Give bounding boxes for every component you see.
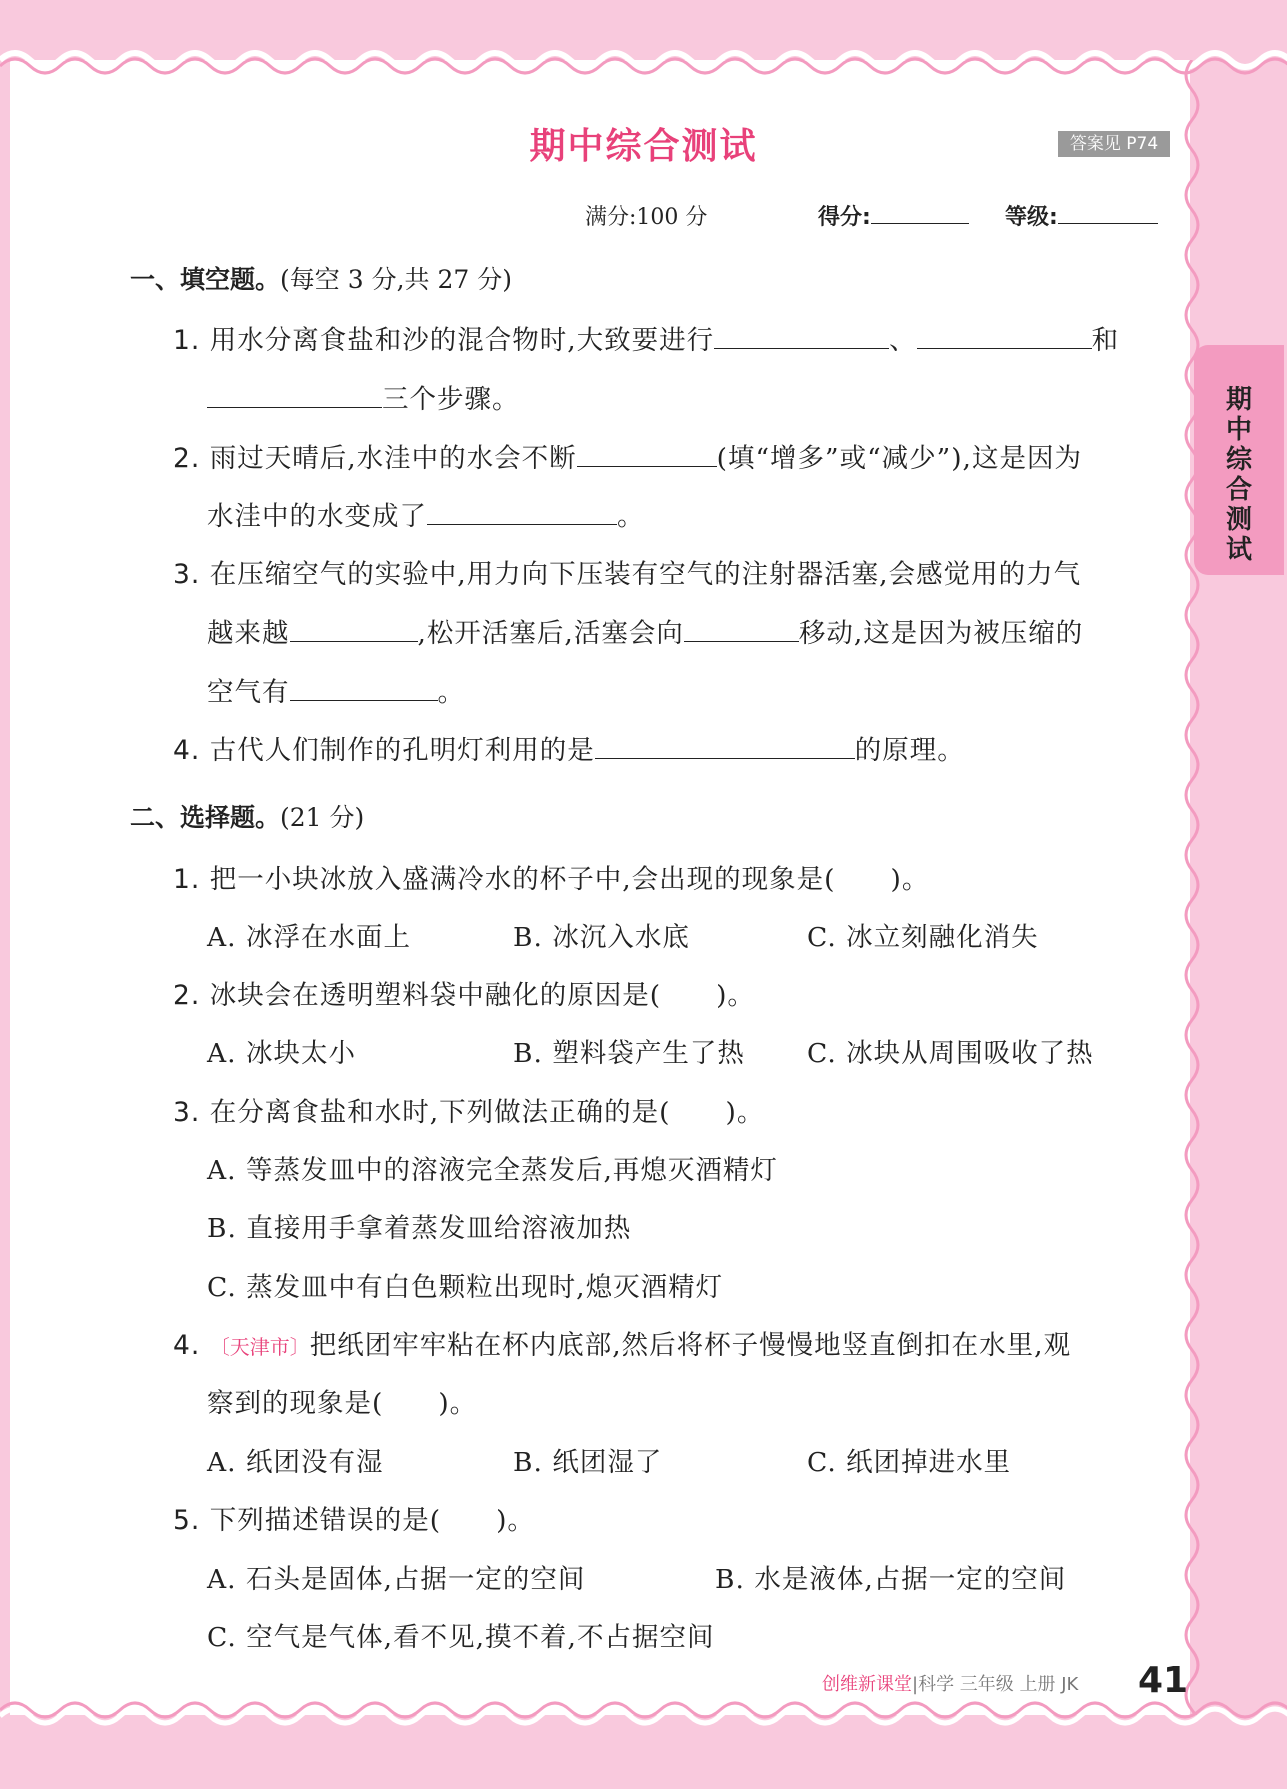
answer-blank	[207, 406, 382, 408]
answer-blank	[595, 757, 855, 759]
question-text: ,松开活塞后,活塞会向	[417, 618, 684, 649]
answer-blank	[684, 640, 799, 642]
question-number: 2.	[173, 443, 201, 474]
fill-q1-line1	[173, 318, 1119, 357]
fill-q2-line2	[207, 494, 645, 533]
choice-q4-option-b: B. 纸团湿了	[513, 1447, 663, 1478]
choice-q4-option-c: C. 纸团掉进水里	[807, 1447, 1012, 1478]
section-1-title: 一、填空题。	[130, 265, 281, 294]
question-number: 1.	[173, 325, 201, 356]
question-text: 把一小块冰放入盛满冷水的杯子中,会出现的现象是( )。	[209, 864, 930, 895]
choice-q1-stem	[173, 857, 929, 896]
choice-q1-option-a: A. 冰浮在水面上	[207, 922, 411, 953]
right-wave-border	[1178, 60, 1208, 1715]
side-tab-label: 期中综合测试	[1225, 385, 1252, 565]
top-wave-border	[0, 40, 1287, 80]
question-text: 用水分离食盐和沙的混合物时,大致要进行	[209, 325, 715, 356]
page-title: 期中综合测试	[529, 126, 758, 167]
question-text: 把纸团牢牢粘在杯内底部,然后将杯子慢慢地竖直倒扣在水里,观	[309, 1330, 1072, 1361]
section-1-note: (每空 3 分,共 27 分)	[280, 265, 512, 294]
fill-q4	[173, 728, 965, 767]
grade-field	[1005, 200, 1158, 231]
question-text: 和	[1091, 325, 1120, 356]
question-number: 3.	[173, 559, 201, 590]
question-text: 越来越	[207, 618, 290, 649]
question-text: 。	[617, 501, 645, 532]
choice-q1-option-b: B. 冰沉入水底	[513, 922, 690, 953]
answer-blank	[917, 347, 1092, 349]
choice-q5-option-a: A. 石头是固体,占据一定的空间	[207, 1564, 586, 1595]
section-2-title: 二、选择题。	[130, 803, 281, 832]
answer-blank	[427, 523, 617, 525]
choice-q2-option-b: B. 塑料袋产生了热	[513, 1038, 745, 1069]
choice-q3-option-c: C. 蒸发皿中有白色颗粒出现时,熄灭酒精灯	[207, 1272, 724, 1303]
choice-q5-option-c: C. 空气是气体,看不见,摸不着,不占据空间	[207, 1622, 715, 1653]
question-text: (填“增多”或“减少”),这是因为	[716, 443, 1082, 474]
question-text: 在压缩空气的实验中,用力向下压装有空气的注射器活塞,会感觉用的力气	[209, 559, 1082, 590]
question-text: 雨过天晴后,水洼中的水会不断	[209, 443, 577, 474]
question-number: 4.	[173, 735, 201, 766]
choice-q4-option-a: A. 纸团没有湿	[207, 1447, 384, 1478]
question-text: 在分离食盐和水时,下列做法正确的是( )。	[209, 1097, 765, 1128]
choice-q3-option-b: B. 直接用手拿着蒸发皿给溶液加热	[207, 1213, 632, 1244]
footer-info	[822, 1670, 1078, 1696]
fill-q3-line2	[207, 611, 1083, 650]
question-text: 。	[437, 677, 465, 708]
section-1-heading	[130, 260, 512, 296]
score-label: 得分:	[818, 205, 871, 230]
choice-q1-option-c: C. 冰立刻融化消失	[807, 922, 1039, 953]
section-2-heading	[130, 798, 364, 834]
score-field	[818, 200, 969, 231]
choice-q2-stem	[173, 973, 755, 1012]
question-text: 下列描述错误的是( )。	[209, 1505, 535, 1536]
section-2-note: (21 分)	[280, 803, 365, 832]
footer-book-info: 科学 三年级 上册 JK	[918, 1674, 1079, 1695]
answer-blank	[577, 465, 717, 467]
page-number: 41	[1138, 1660, 1189, 1701]
choice-q4-stem-line2: 察到的现象是( )。	[207, 1388, 478, 1419]
grade-label: 等级:	[1005, 205, 1058, 230]
choice-q5-option-b: B. 水是液体,占据一定的空间	[715, 1564, 1067, 1595]
question-text: 水洼中的水变成了	[207, 501, 427, 532]
grade-blank	[1058, 222, 1158, 224]
answer-blank	[290, 640, 418, 642]
choice-q3-stem	[173, 1090, 764, 1129]
question-number: 2.	[173, 980, 201, 1011]
answer-reference-badge: 答案见 P74	[1058, 131, 1170, 157]
choice-q3-option-a: A. 等蒸发皿中的溶液完全蒸发后,再熄灭酒精灯	[207, 1155, 778, 1186]
answer-blank	[714, 347, 889, 349]
question-text: 古代人们制作的孔明灯利用的是	[209, 735, 595, 766]
side-tab	[1194, 345, 1284, 575]
choice-q4-stem-line1	[173, 1323, 1071, 1362]
question-text: 、	[889, 325, 917, 356]
question-number: 4.	[173, 1330, 201, 1361]
region-tag: 〔天津市〕	[209, 1335, 310, 1359]
question-text: 移动,这是因为被压缩的	[798, 618, 1084, 649]
footer-separator: |	[912, 1674, 919, 1695]
score-blank	[871, 222, 969, 224]
answer-blank	[290, 699, 438, 701]
choice-q2-option-a: A. 冰块太小	[207, 1038, 356, 1069]
fill-q3-line3	[207, 670, 465, 709]
question-text: 三个步骤。	[382, 384, 520, 415]
choice-q5-stem	[173, 1498, 535, 1537]
question-text: 空气有	[207, 677, 290, 708]
fill-q2-line1	[173, 436, 1082, 475]
full-score-label: 满分:100 分	[585, 205, 708, 230]
bottom-wave-border	[0, 1692, 1287, 1732]
choice-q2-option-c: C. 冰块从周围吸收了热	[807, 1038, 1094, 1069]
question-number: 1.	[173, 864, 201, 895]
fill-q3-line1	[173, 552, 1081, 591]
fill-q1-line2	[207, 377, 520, 416]
question-number: 5.	[173, 1505, 201, 1536]
question-text: 的原理。	[854, 735, 965, 766]
question-text: 冰块会在透明塑料袋中融化的原因是( )。	[209, 980, 755, 1011]
question-number: 3.	[173, 1097, 201, 1128]
footer-brand: 创维新课堂	[822, 1674, 912, 1695]
